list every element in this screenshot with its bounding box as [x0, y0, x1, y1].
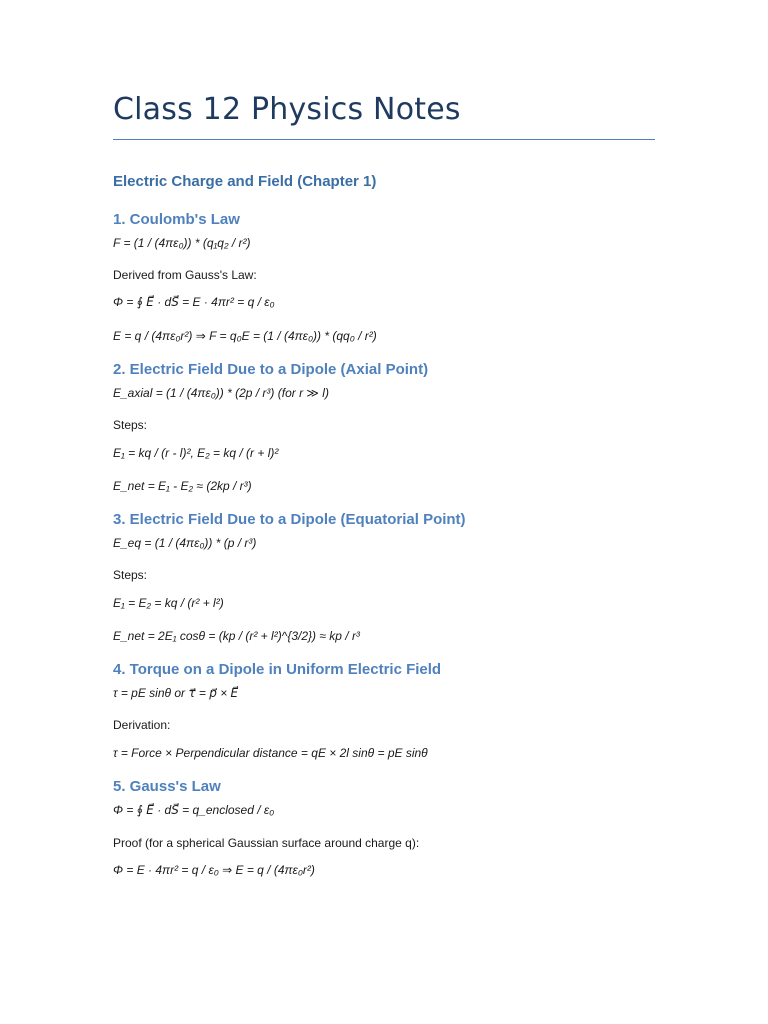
section-heading-gauss-law: 5. Gauss's Law: [113, 778, 221, 795]
section-heading-dipole-axial: 2. Electric Field Due to a Dipole (Axial Point): [113, 361, 429, 378]
formula-line: Φ = ∮ E⃗ · dS⃗ = E · 4πr² = q / ε₀: [113, 295, 275, 309]
section-heading-torque-dipole: 4. Torque on a Dipole in Uniform Electric Field: [113, 661, 442, 678]
text-line: Steps:: [113, 568, 148, 582]
formula-line: Φ = E · 4πr² = q / ε₀ ⇒ E = q / (4πε₀r²): [113, 863, 315, 877]
section-heading-dipole-equatorial: 3. Electric Field Due to a Dipole (Equatorial Point): [113, 511, 466, 528]
formula-line: E = q / (4πε₀r²) ⇒ F = q₀E = (1 / (4πε₀)) * (qq₀ / r²): [113, 329, 377, 343]
section-heading-coulombs-law: 1. Coulomb's Law: [113, 211, 240, 228]
formula-line: E₁ = kq / (r - l)², E₂ = kq / (r + l)²: [113, 446, 279, 460]
formula-line: Φ = ∮ E⃗ · dS⃗ = q_enclosed / ε₀: [113, 803, 275, 817]
text-line: Steps:: [113, 418, 148, 432]
formula-line: E_axial = (1 / (4πε₀)) * (2p / r³) (for r ≫ l): [113, 386, 329, 400]
formula-line: E_eq = (1 / (4πε₀)) * (p / r³): [113, 536, 257, 550]
document-title: Class 12 Physics Notes: [113, 92, 461, 127]
formula-line: E_net = E₁ - E₂ ≈ (2kp / r³): [113, 479, 252, 493]
text-line: Derived from Gauss's Law:: [113, 268, 257, 282]
formula-line: E_net = 2E₁ cosθ = (kp / (r² + l²)^{3/2}) ≈ kp / r³: [113, 629, 360, 643]
formula-line: τ = pE sinθ or τ⃗ = p⃗ × E⃗: [113, 686, 239, 700]
text-line: Derivation:: [113, 718, 171, 732]
text-line: Proof (for a spherical Gaussian surface around charge q):: [113, 836, 420, 850]
formula-line: τ = Force × Perpendicular distance = qE × 2l sinθ = pE sinθ: [113, 746, 428, 760]
formula-line: F = (1 / (4πε₀)) * (q₁q₂ / r²): [113, 236, 251, 250]
chapter-heading: Electric Charge and Field (Chapter 1): [113, 173, 377, 190]
title-divider: [113, 139, 655, 140]
formula-line: E₁ = E₂ = kq / (r² + l²): [113, 596, 224, 610]
